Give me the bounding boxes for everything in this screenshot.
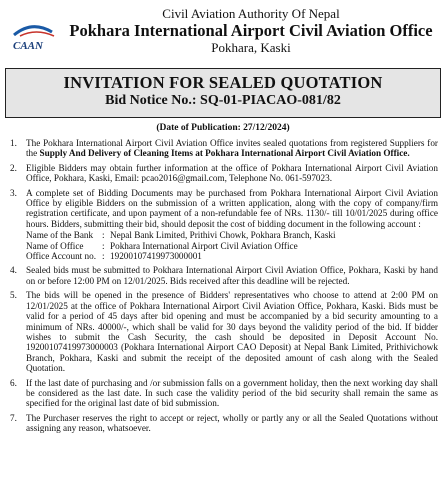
logo-text: CAAN <box>13 40 43 52</box>
bank-row-value: 19200107419973000001 <box>110 251 202 262</box>
notice-item-7 <box>10 413 438 434</box>
item-text: The Purchaser reserves the right to accept or reject, wholly or partly any or all the Sealed Quotations without assigning any reason, whatsoever. <box>26 412 438 434</box>
bank-row-label: Office Account no. <box>26 251 96 262</box>
office-name: Pokhara International Airport Civil Aviation Office <box>69 21 433 40</box>
item-number: 6. <box>10 377 17 388</box>
bid-notice-number: Bid Notice No.: SQ-01-PIACAO-081/82 <box>105 93 341 108</box>
item-text-bold: Supply And Delivery of Cleaning Items at Pokhara International Airport Civil Aviation Office. <box>39 148 410 159</box>
caan-logo <box>8 22 60 52</box>
bank-row <box>26 241 336 251</box>
notice-items <box>10 138 438 438</box>
notice-item-2 <box>10 163 438 184</box>
bank-row-label: Name of the Bank <box>26 230 94 241</box>
bank-row-colon: : <box>102 251 105 262</box>
title-box <box>5 68 441 118</box>
bank-row-colon: : <box>102 240 105 251</box>
item-number: 3. <box>10 187 17 198</box>
bank-row-value: Pokhara International Airport Civil Aviation Office <box>110 240 298 251</box>
item-text: The bids will be opened in the presence of Bidders' representatives who choose to attend at 2:00 PM on 12/01/2025 at the office of Pokhara International Airport Civil Aviation Office, Pokhara, Kaski. Bids must be valid for a period of 45 days after bid opening and must be accompanied by a bid security amounting to a minimum of NRs. 40000/-, which shall be valid for 30 days beyond the validity period of the bid. If bidder wishes to submit the Cash Security, the cash should be deposited in Deposit Account No. 19200107419973000003 (Pokhara International Airport CAO Deposit) at Nepal Bank Limited, Prithivichowk Branch, Pokhara, Kaski and submit the receipt of the deposited amount of cash along with the Sealed Quotation. <box>26 290 438 374</box>
bank-details-table <box>26 230 336 261</box>
notice-item-6 <box>10 378 438 409</box>
notice-header <box>0 0 446 68</box>
item-text: If the last date of purchasing and /or submission falls on a government holiday, then the next working day shall be considered as the last date. In such case the validity period of the bid security shall remain the same as specified for the original last date of bid submission. <box>26 377 438 409</box>
notice-title: INVITATION FOR SEALED QUOTATION <box>63 73 383 92</box>
item-number: 1. <box>10 138 17 148</box>
item-text: Eligible Bidders may obtain further information at the office of Pokhara International Airport Civil Aviation Office, Pokhara, Kaski, Email: pcao2016@gmail.com, Telephone No. 061-597023. <box>26 162 438 184</box>
item-text: Sealed bids must be submitted to Pokhara International Airport Civil Aviation Office, Pokhara, Kaski by hand on or before 12:00 PM on 12/01/2025. Bids received after this deadline will be rejected. <box>26 265 438 286</box>
item-number: 2. <box>10 162 17 173</box>
bank-row-colon: : <box>102 230 105 241</box>
notice-item-5 <box>10 290 438 373</box>
publication-date: (Date of Publication: 27/12/2024) <box>156 123 290 133</box>
item-number: 7. <box>10 412 17 423</box>
bank-row-value: Nepal Bank Limited, Prithivi Chowk, Pokhara Branch, Kaski <box>110 230 336 241</box>
authority-name: Civil Aviation Authority Of Nepal <box>162 6 340 21</box>
bank-row-label: Name of Office <box>26 240 84 251</box>
item-number: 4. <box>10 265 17 276</box>
notice-item-1 <box>10 138 438 159</box>
item-number: 5. <box>10 290 17 301</box>
bank-row <box>26 251 336 261</box>
notice-item-4 <box>10 265 438 286</box>
item-text: A complete set of Bidding Documents may be purchased from Pokhara International Airport Civil Aviation Office by eligible Bidders on the submission of a written application, along with the copy of company/firm registration certificate, and upon payment of a non-refundable fee of NRs. 1130/- till 10/01/2025 during office hours. Bidders, submitting their bid, should deposit the cost of bidding document in the following account : <box>26 187 438 229</box>
office-location: Pokhara, Kaski <box>211 40 291 55</box>
bank-row <box>26 230 336 240</box>
item-text: The Pokhara International Airport Civil Aviation Office invites sealed quotations from registered Suppliers for the <box>26 138 438 159</box>
notice-item-3 <box>10 188 438 262</box>
